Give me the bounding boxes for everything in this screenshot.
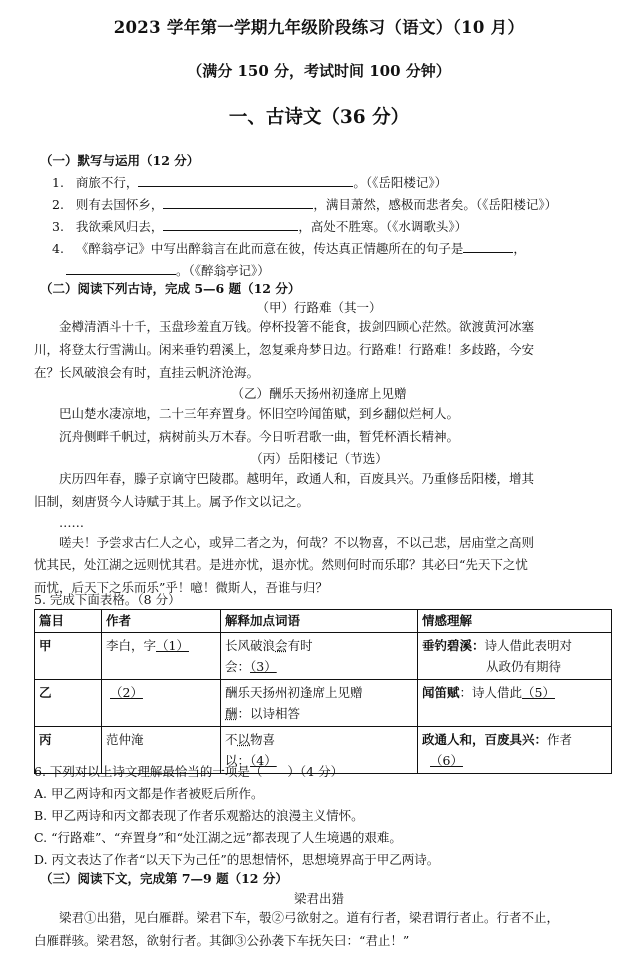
poem-a-text: 金樽清酒斗十千，玉盘珍羞直万钱。停杯投箸不能食，拔剑四顾心茫然。欲渡黄河冰塞 川，将登太行雪满山。闲来垂钓碧溪上，忽复乘舟梦日边。行路难！行路难！多歧路，今安 在？长风破浪会有时，直挂云帆济沧海。 [34,319,535,380]
answer-blank[interactable]: （4） [250,753,277,768]
q2: 2. 则有去国怀乡， ，满目萧然，感极而悲者矣。（《岳阳楼记》） [52,197,558,212]
passage-text: 梁君①出猎，见白雁群。梁君下车，彀②弓欲射之。道有行者，梁君谓行者止。行者不止， 白雁群骇。梁君怒，欲射行者。其御③公孙袭下车抚矢曰：“君止！” [34,910,560,948]
answer-blank[interactable] [138,174,353,187]
table-cell: 酬乐天扬州初逢席上见赠 酬：以诗相答 [221,680,418,727]
q6-option-c[interactable]: C. “行路难”、“弃置身”和“处江湖之远”都表现了人生境遇的艰难。 [34,830,402,845]
part2-heading: （二）阅读下列古诗，完成 5—6 题（12 分） [40,281,301,296]
answer-blank[interactable]: （3） [250,659,277,674]
q6-option-a[interactable]: A. 甲乙两诗和丙文都是作者被贬后所作。 [34,786,264,801]
answer-blank[interactable]: （5） [522,685,555,700]
poem-b-title: （乙）酬乐天扬州初逢席上见赠 [231,386,407,401]
poem-b-text: 巴山楚水凄凉地，二十三年弃置身。怀旧空吟闻笛赋，到乡翻似烂柯人。 沉舟侧畔千帆过，病树前头万木春。今日听君歌一曲，暂凭杯酒长精神。 [59,406,460,444]
q1: 1. 商旅不行， 。（《岳阳楼记》） [52,175,448,190]
table-row [35,680,612,727]
table-cell: 垂钓碧溪：诗人借此表明对 从政仍有期待 [418,633,612,680]
table-header: 篇目 [35,610,102,633]
table-cell: 不以物喜 以：（4） [221,727,418,774]
table-cell: 丙 [35,727,102,774]
answer-blank[interactable] [163,196,313,209]
table-cell: 范仲淹 [102,727,221,774]
table-cell: 长风破浪会有时 会：（3） [221,633,418,680]
q5-table [34,609,612,774]
table-cell: 闻笛赋：诗人借此（5） [418,680,612,727]
q6-option-d[interactable]: D. 丙文表达了作者“以天下为己任”的思想情怀，思想境界高于甲乙两诗。 [34,852,440,867]
answer-blank[interactable] [66,262,176,275]
poem-a-title: （甲）行路难（其一） [256,300,382,315]
q4: 4. 《醉翁亭记》中写出醉翁言在此而意在彼，传达真正情趣所在的句子是 ， [52,241,526,256]
q3: 3. 我欲乘风归去， ，高处不胜寒。（《水调歌头》） [52,219,468,234]
part1-heading: （一）默写与运用（12 分） [40,153,200,168]
table-cell: 政通人和，百废具兴：作者 （6） [418,727,612,774]
answer-blank[interactable] [163,218,298,231]
answer-blank[interactable]: （1） [156,638,189,653]
part3-heading: （三）阅读下文，完成第 7—9 题（12 分） [40,871,288,886]
section-heading: 一、古诗文（36 分） [228,107,410,128]
table-header-row [35,610,612,633]
table-header: 解释加点词语 [221,610,418,633]
answer-blank[interactable]: （6） [430,753,463,768]
exam-subtitle: （满分 150 分，考试时间 100 分钟） [187,62,451,80]
table-cell [102,680,221,727]
table-cell: 乙 [35,680,102,727]
table-header: 作者 [102,610,221,633]
exam-title: 2023 学年第一学期九年级阶段练习（语文）（10 月） [113,18,525,37]
q4-line2: 。（《醉翁亭记》） [66,261,270,279]
table-cell: 李白，字（1） [102,633,221,680]
poem-c-text: 庆历四年春，滕子京谪守巴陵郡。越明年，政通人和，百废具兴。乃重修岳阳楼，增其 旧制，刻唐贤今人诗赋于其上。属予作文以记之。 …… 嗟夫！予尝求古仁人之心，或异二者之为，何哉？不以物喜，不以己悲，居庙堂之高则 忧其民，处江湖之远则忧其君。是进亦忧，退亦忧。然则何时而乐耶？其必曰“先天下之忧 而忧，后天下之乐而乐”乎！噫！微斯人，吾谁与归？ [34,471,535,596]
passage-title: 梁君出猎 [293,891,344,906]
q6-option-b[interactable]: B. 甲乙两诗和丙文都表现了作者乐观豁达的浪漫主义情怀。 [34,808,364,823]
answer-blank[interactable] [463,240,513,253]
poem-c-title: （丙）岳阳楼记（节选） [250,451,388,466]
q6-stem: 6. 下列对以上诗文理解最恰当的一项是（ ）（4 分） [34,764,344,779]
answer-blank[interactable]: （2） [110,685,143,700]
q5-heading: 5. 完成下面表格。（8 分） [34,592,181,607]
table-row [35,633,612,680]
table-cell: 甲 [35,633,102,680]
table-header: 情感理解 [418,610,612,633]
